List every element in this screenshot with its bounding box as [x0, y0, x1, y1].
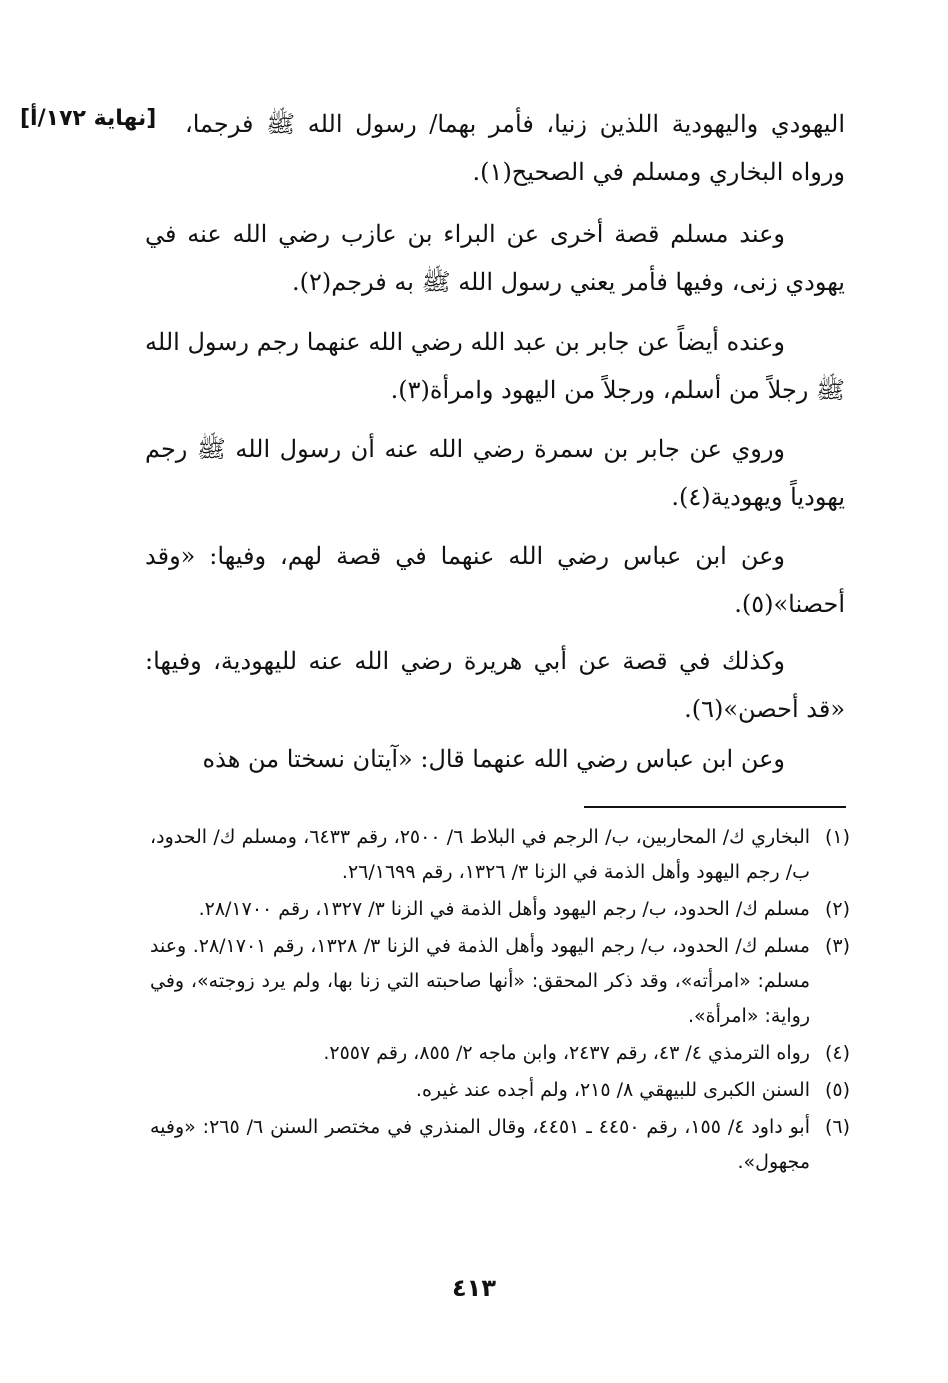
footnote-number: (١)	[824, 826, 850, 848]
footnote-text: السنن الكبرى للبيهقي ٨/ ٢١٥، ولم أجده عند غيره.	[415, 1079, 810, 1101]
paragraph-text: اليهودي واليهودية اللذين زنيا، فأمر بهما/ رسول الله ﷺ فرجما، ورواه البخاري ومسلم في الصحيح(١).	[185, 110, 845, 186]
footnote-2	[150, 892, 850, 927]
paragraph-text: وعن ابن عباس رضي الله عنهما قال: «آيتان نسختا من هذه	[202, 745, 785, 773]
paragraph-text: وكذلك في قصة عن أبي هريرة رضي الله عنه لليهودية، وفيها: «قد أحصن»(٦).	[145, 647, 845, 723]
footnote-text: أبو داود ٤/ ١٥٥، رقم ٤٤٥٠ ـ ٤٤٥١، وقال المنذري في مختصر السنن ٦/ ٢٦٥: «وفيه مجهول».	[150, 1116, 810, 1173]
paragraph-1	[185, 100, 845, 196]
paragraph-text: وعن ابن عباس رضي الله عنهما في قصة لهم، وفيها: «وقد أحصنا»(٥).	[145, 542, 845, 618]
paragraph-text: وروي عن جابر بن سمرة رضي الله عنه أن رسول الله ﷺ رجم يهودياً ويهودية(٤).	[145, 435, 845, 511]
page-number: ٤١٣	[452, 1274, 496, 1302]
paragraph-6	[145, 637, 845, 733]
footnote-number: (٦)	[824, 1116, 850, 1138]
footnote-text: مسلم ك/ الحدود، ب/ رجم اليهود وأهل الذمة في الزنا ٣/ ١٣٢٧، رقم ٢٨/١٧٠٠.	[198, 898, 810, 920]
footnote-text: البخاري ك/ المحاربين، ب/ الرجم في البلاط ٦/ ٢٥٠٠، رقم ٦٤٣٣، ومسلم ك/ الحدود، ب/ رجم اليهود وأهل الذمة في الزنا ٣/ ١٣٢٦، رقم ٢٦/١٦٩٩.	[150, 826, 811, 883]
footnote-3	[150, 929, 850, 1034]
paragraph-text: وعند مسلم قصة أخرى عن البراء بن عازب رضي الله عنه في يهودي زنى، وفيها فأمر يعني رسول الله ﷺ به فرجم(٢).	[145, 220, 845, 296]
paragraph-4	[145, 425, 845, 521]
footnotes	[150, 820, 850, 1182]
paragraph-2	[145, 210, 845, 306]
footnote-number: (٢)	[824, 898, 850, 920]
footnote-5	[150, 1073, 850, 1108]
footnote-1	[150, 820, 850, 890]
footnote-number: (٣)	[824, 935, 850, 957]
paragraph-3	[145, 318, 845, 414]
footnote-text: مسلم ك/ الحدود، ب/ رجم اليهود وأهل الذمة في الزنا ٣/ ١٣٢٨، رقم ٢٨/١٧٠١. وعند مسلم: «امرأته»، وقد ذكر المحقق: «أنها صاحبته التي زنا بها، ولم يرد زوجته»، وفي رواية: «امرأة».	[150, 935, 810, 1027]
margin-note: [نهاية ١٧٢/أ]	[20, 106, 157, 131]
paragraph-5	[145, 532, 845, 628]
footnote-number: (٥)	[824, 1079, 850, 1101]
paragraph-7	[145, 735, 845, 783]
footnote-separator	[584, 806, 846, 808]
footnote-4	[150, 1036, 850, 1071]
footnote-number: (٤)	[824, 1042, 850, 1064]
paragraph-text: وعنده أيضاً عن جابر بن عبد الله رضي الله عنهما رجم رسول الله ﷺ رجلاً من أسلم، ورجلاً من اليهود وامرأة(٣).	[145, 328, 845, 404]
footnote-6	[150, 1110, 850, 1180]
footnote-text: رواه الترمذي ٤/ ٤٣، رقم ٢٤٣٧، وابن ماجه ٢/ ٨٥٥، رقم ٢٥٥٧.	[323, 1042, 810, 1064]
